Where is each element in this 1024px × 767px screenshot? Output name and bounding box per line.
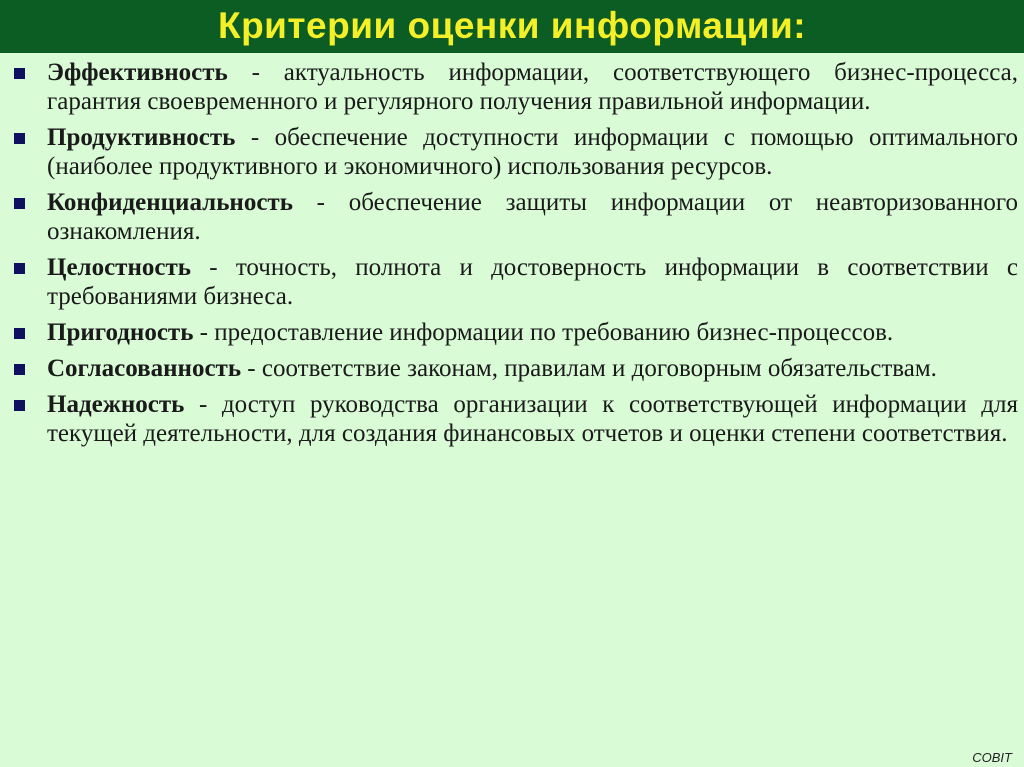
criterion-definition: - соответствие законам, правилам и договорным обязательствам. xyxy=(241,355,937,382)
criterion-definition: - актуальность информации, соответствующего бизнес-процесса, гарантия своевременного и регулярного получения правильной информации. xyxy=(47,59,1018,115)
criterion-term: Конфиденциальность xyxy=(47,189,293,216)
criterion-term: Надежность xyxy=(47,391,185,418)
square-bullet-icon xyxy=(14,400,25,411)
criterion-term: Целостность xyxy=(47,254,191,281)
list-item xyxy=(10,58,1018,116)
square-bullet-icon xyxy=(14,68,25,79)
square-bullet-icon xyxy=(14,263,25,274)
criterion-definition: - обеспечение доступности информации с помощью оптимального (наиболее продуктивного и экономичного) использования ресурсов. xyxy=(47,124,1018,180)
list-item xyxy=(10,390,1018,448)
source-label: COBIT xyxy=(972,750,1012,765)
page-title: Критерии оценки информации: xyxy=(217,4,807,46)
criterion-term: Пригодность xyxy=(47,319,194,346)
square-bullet-icon xyxy=(14,364,25,375)
title-bar xyxy=(0,0,1024,53)
list-item xyxy=(10,253,1018,311)
criterion-definition: - доступ руководства организации к соответствующей информации для текущей деятельности, для создания финансовых отчетов и оценки степени соответствия. xyxy=(47,391,1018,447)
criterion-term: Продуктивность xyxy=(47,124,236,151)
list-item xyxy=(10,188,1018,246)
list-item xyxy=(10,123,1018,181)
criteria-list xyxy=(10,58,1018,455)
list-item xyxy=(10,318,1018,347)
list-item xyxy=(10,354,1018,383)
criterion-definition: - обеспечение защиты информации от неавторизованного ознакомления. xyxy=(47,189,1018,245)
square-bullet-icon xyxy=(14,198,25,209)
criterion-definition: - точность, полнота и достоверность информации в соответствии с требованиями бизнеса. xyxy=(47,254,1018,310)
square-bullet-icon xyxy=(14,328,25,339)
square-bullet-icon xyxy=(14,133,25,144)
criterion-term: Эффективность xyxy=(47,59,228,86)
criterion-term: Согласованность xyxy=(47,355,242,382)
criterion-definition: - предоставление информации по требованию бизнес-процессов. xyxy=(193,319,894,346)
